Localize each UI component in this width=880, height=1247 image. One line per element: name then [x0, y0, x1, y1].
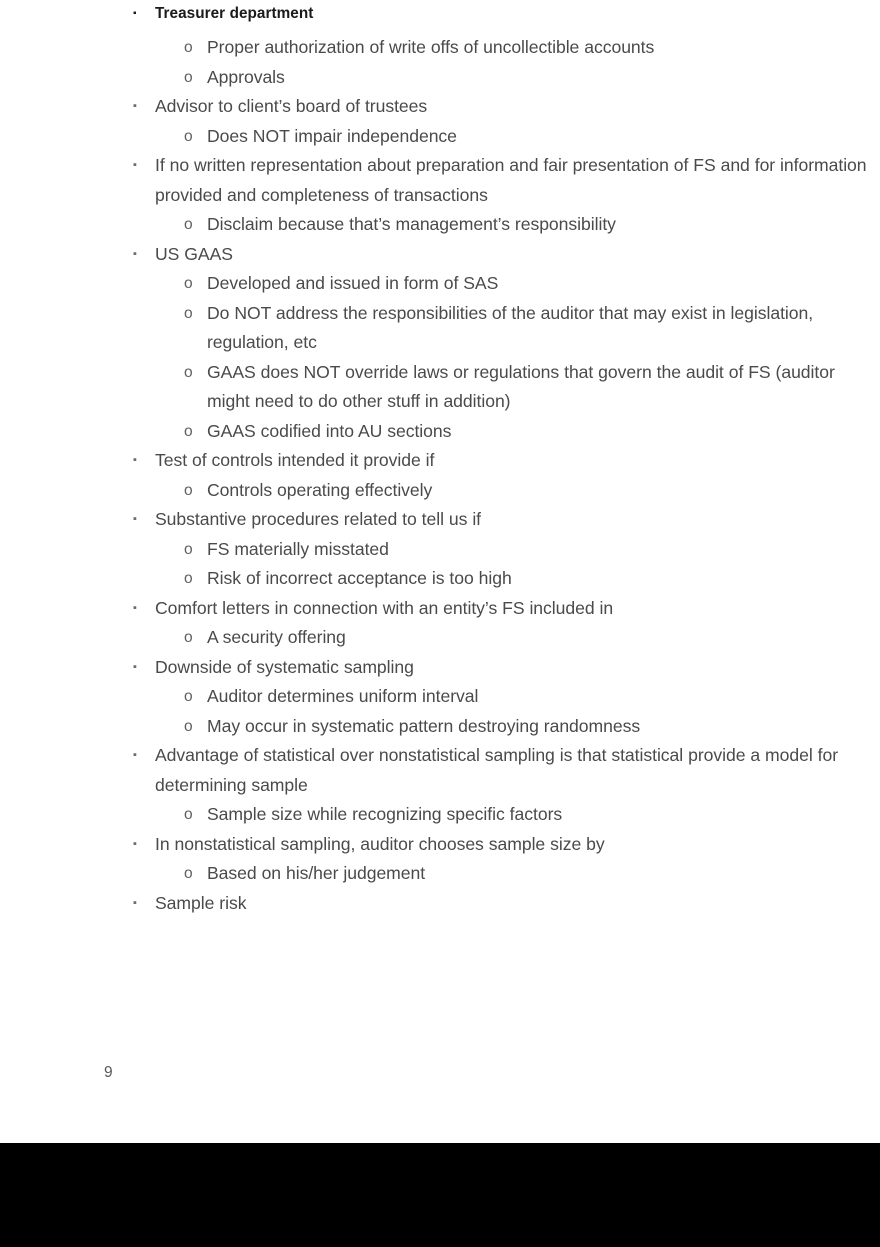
square-bullet-icon: ▪ [133, 749, 137, 761]
outline-item-text: Approvals [207, 66, 285, 87]
outline-subitem [0, 210, 880, 240]
outline-sublist [0, 476, 880, 506]
outline-subitem [0, 712, 880, 742]
outline-subitem [0, 33, 880, 63]
outline-item-text: Risk of incorrect acceptance is too high [207, 568, 512, 588]
outline-subitem [0, 535, 880, 565]
outline-item [0, 446, 880, 505]
outline-item-row [0, 564, 880, 594]
circle-bullet-icon: o [184, 216, 193, 233]
square-bullet-icon: ▪ [133, 100, 137, 112]
square-bullet-icon: ▪ [133, 660, 137, 673]
outline-item-row [0, 92, 880, 122]
outline-item-text: Proper authorization of write offs of uncollectible accounts [207, 37, 655, 57]
outline-item-row [0, 33, 880, 63]
square-bullet-icon: ▪ [133, 513, 137, 525]
outline-item-row [0, 122, 880, 152]
outline-item-text: Downside of systematic sampling [155, 656, 414, 677]
outline-item-row [0, 505, 880, 535]
square-bullet-icon: ▪ [133, 601, 137, 614]
outline-item-text: May occur in systematic pattern destroying randomness [207, 715, 641, 736]
outline-item-row [0, 830, 880, 860]
outline-subitem [0, 358, 880, 417]
circle-bullet-icon: o [184, 363, 193, 381]
outline-item [0, 653, 880, 742]
outline-item-text: GAAS codified into AU sections [207, 420, 452, 441]
outline-item-text: Treasurer department [155, 5, 314, 22]
outline-subitem [0, 476, 880, 506]
outline-subitem [0, 800, 880, 830]
outline-item-row [0, 594, 880, 624]
circle-bullet-icon: o [184, 39, 193, 56]
outline-subitem [0, 299, 880, 358]
outline-subitem [0, 564, 880, 594]
outline-item-text: Does NOT impair independence [207, 125, 457, 146]
circle-bullet-icon: o [184, 127, 193, 145]
outline-item-row [0, 240, 880, 270]
outline-item [0, 92, 880, 151]
outline-sublist [0, 800, 880, 830]
outline-item [0, 0, 880, 92]
outline-item-row [0, 299, 880, 358]
outline-sublist [0, 122, 880, 152]
outline-item [0, 889, 880, 919]
outline-item [0, 830, 880, 889]
circle-bullet-icon: o [184, 688, 193, 705]
outline-item-text: In nonstatistical sampling, auditor chooses sample size by [155, 833, 605, 854]
outline-item-row [0, 889, 880, 919]
outline-sublist [0, 623, 880, 653]
outline-subitem [0, 859, 880, 889]
footer-black-band [0, 1143, 880, 1247]
outline-item-text: Controls operating effectively [207, 479, 433, 500]
outline-item-row [0, 0, 880, 28]
outline-item-text: If no written representation about preparation and fair presentation of FS and for information provided and completeness of transactions [155, 155, 867, 205]
square-bullet-icon: ▪ [133, 247, 137, 260]
outline-item-text: FS materially misstated [207, 538, 389, 559]
outline-item-row [0, 476, 880, 506]
page-number: 9 [104, 1064, 113, 1081]
outline-item-row [0, 446, 880, 476]
square-bullet-icon: ▪ [133, 159, 137, 171]
square-bullet-icon: ▪ [133, 837, 137, 850]
outline-item-row [0, 417, 880, 447]
outline-item-text: GAAS does NOT override laws or regulations that govern the audit of FS (auditor might need to do other stuff in addition) [207, 361, 835, 411]
outline-item-text: Developed and issued in form of SAS [207, 273, 499, 293]
outline-subitem [0, 417, 880, 447]
outline-sublist [0, 682, 880, 741]
outline-item-text: Advantage of statistical over nonstatistical sampling is that statistical provide a model for determining sample [155, 745, 839, 795]
outline-sublist [0, 535, 880, 594]
outline-item-row [0, 269, 880, 299]
outline-sublist [0, 859, 880, 889]
outline-item-text: Advisor to client’s board of trustees [155, 96, 428, 116]
circle-bullet-icon: o [184, 68, 193, 86]
circle-bullet-icon: o [184, 275, 193, 292]
outline-item-text: Sample size while recognizing specific factors [207, 804, 563, 824]
outline-item-text: Based on his/her judgement [207, 863, 426, 883]
outline-item-text: Disclaim because that’s management’s responsibility [207, 214, 616, 234]
circle-bullet-icon: o [184, 629, 193, 646]
outline-item-row [0, 653, 880, 683]
outline-item-row [0, 859, 880, 889]
outline-item-text: Auditor determines uniform interval [207, 686, 479, 706]
outline-sublist [0, 28, 880, 92]
outline-item-row [0, 623, 880, 653]
circle-bullet-icon: o [184, 422, 193, 440]
outline-item-row [0, 151, 880, 210]
outline-item-row [0, 741, 880, 800]
outline-item-text: Do NOT address the responsibilities of the auditor that may exist in legislation, regulation, etc [207, 302, 814, 352]
circle-bullet-icon: o [184, 481, 193, 499]
circle-bullet-icon: o [184, 865, 193, 882]
outline-item-row [0, 682, 880, 712]
outline-item-text: Test of controls intended it provide if [155, 450, 435, 470]
outline-subitem [0, 63, 880, 93]
circle-bullet-icon: o [184, 540, 193, 558]
outline-sublist [0, 210, 880, 240]
outline-subitem [0, 623, 880, 653]
outline-item-text: A security offering [207, 627, 346, 647]
square-bullet-icon: ▪ [133, 8, 137, 19]
outline-subitem [0, 682, 880, 712]
outline-item [0, 505, 880, 594]
circle-bullet-icon: o [184, 570, 193, 587]
outline-item-text: Substantive procedures related to tell us if [155, 509, 482, 529]
outline-item-row [0, 535, 880, 565]
outline-item [0, 741, 880, 830]
outline-item [0, 240, 880, 447]
circle-bullet-icon: o [184, 304, 193, 322]
square-bullet-icon: ▪ [133, 454, 137, 466]
circle-bullet-icon: o [184, 806, 193, 823]
outline-item-text: Sample risk [155, 892, 247, 913]
outline-item-row [0, 210, 880, 240]
outline-item-text: Comfort letters in connection with an entity’s FS included in [155, 597, 614, 618]
outline-subitem [0, 122, 880, 152]
outline-item-row [0, 63, 880, 93]
outline-item [0, 151, 880, 240]
outline-subitem [0, 269, 880, 299]
outline-item [0, 594, 880, 653]
circle-bullet-icon: o [184, 717, 193, 735]
outline-item-row [0, 800, 880, 830]
outline-item-row [0, 712, 880, 742]
outline-item-text: US GAAS [155, 243, 233, 264]
outline-item-row [0, 358, 880, 417]
square-bullet-icon: ▪ [133, 896, 137, 909]
outline-sublist [0, 269, 880, 446]
